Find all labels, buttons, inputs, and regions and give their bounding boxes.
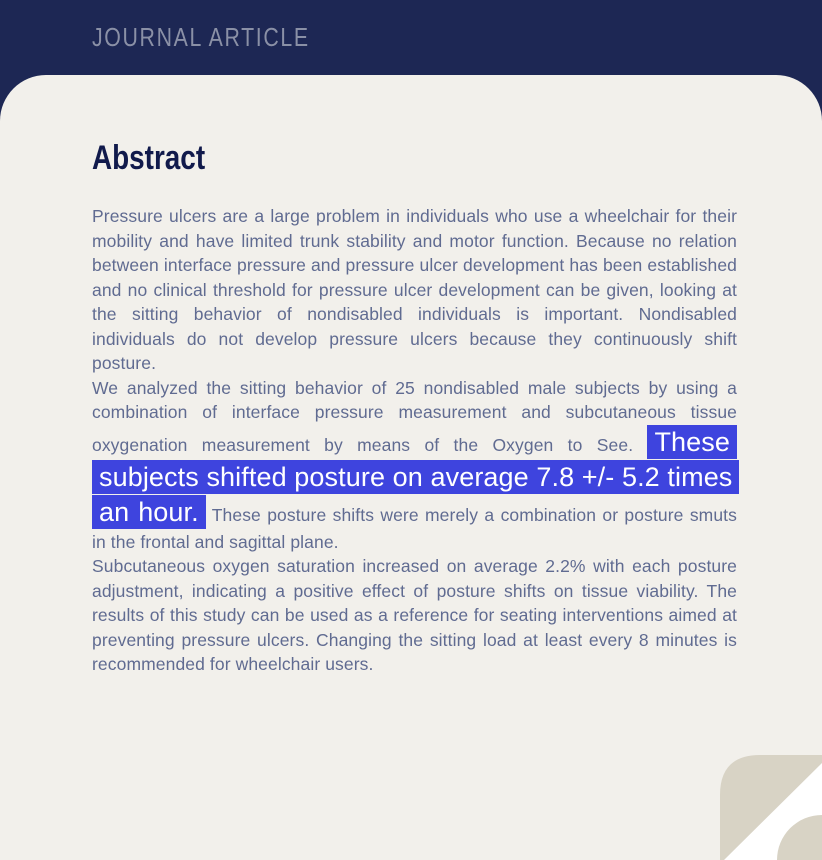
abstract-paragraph-1: Pressure ulcers are a large problem in individuals who use a wheelchair for their mobility and have limited trunk stability and motor function. Because no relation between interface pressure and pressure ulcer development has been established and no clinical threshold for pressure ulcer development can be given, looking at the sitting behavior of nondisabled individuals is important. Nondisabled individuals do not develop pressure ulcers because they continuously shift posture.: [92, 206, 737, 373]
page-fold-corner-icon: [720, 755, 822, 860]
article-card: [0, 75, 822, 860]
paragraph-2-lead: We analyzed the sitting behavior of 25 nondisabled male subjects by using a combination of interface pressure measurement and subcutaneous tissue oxygenation measurement by means of the Oxygen to See.: [92, 377, 737, 455]
article-type-label: JOURNAL ARTICLE: [92, 22, 310, 52]
abstract-paragraph-3: Subcutaneous oxygen saturation increased on average 2.2% with each posture adjustment, indicating a positive effect of posture shifts on tissue viability. The results of this study can be used as a reference for seating interventions aimed at preventing pressure ulcers. Changing the sitting load at least every 8 minutes is recommended for wheelchair users.: [92, 556, 737, 674]
highlighted-finding: These subjects shifted posture on average 7.8 +/- 5.2 times an hour.: [92, 425, 739, 529]
abstract-paragraph-2: [92, 376, 737, 555]
paragraph-2-tail: These posture shifts were merely a combination or posture smuts in the frontal and sagittal plane.: [92, 504, 737, 552]
abstract-heading: Abstract: [92, 139, 206, 177]
header-bar: [0, 0, 822, 75]
